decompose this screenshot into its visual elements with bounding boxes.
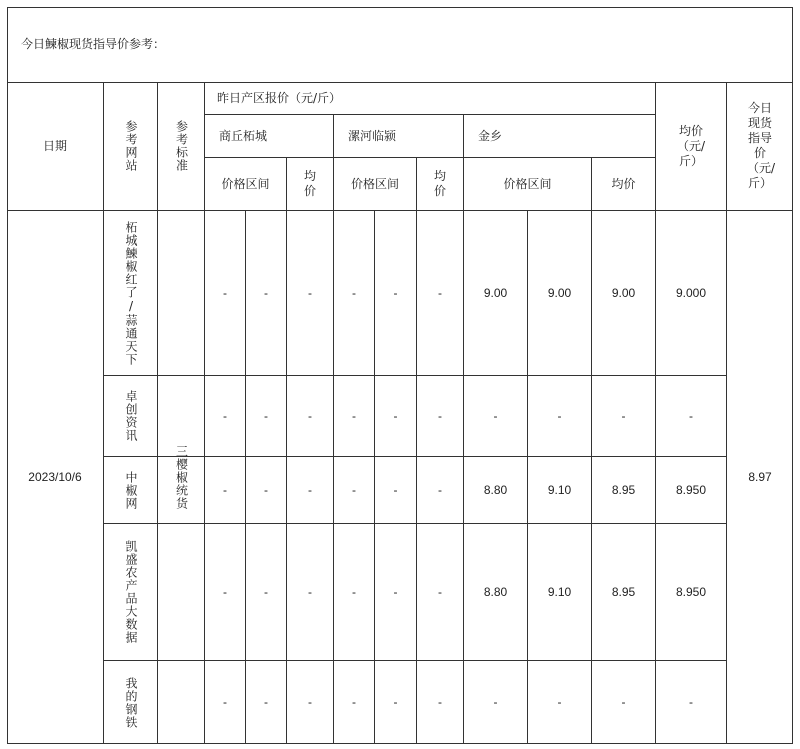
table-cell: - [308, 482, 312, 497]
table-cell: - [689, 695, 693, 709]
table-cell: - [352, 285, 356, 300]
table-cell: 9.00 [547, 285, 572, 300]
table-cell: 9.00 [611, 285, 636, 300]
site-name: 卓创资讯 [124, 390, 138, 442]
table-cell: - [308, 408, 312, 423]
table-cell: - [264, 285, 268, 300]
table-cell: 8.80 [483, 482, 508, 497]
table-cell: - [223, 285, 227, 300]
header-avg: 均价 [433, 169, 446, 198]
table-cell: - [438, 285, 442, 300]
table-cell: - [308, 584, 312, 599]
table-cell: 8.80 [483, 584, 508, 599]
price-table [7, 7, 793, 744]
table-cell: - [352, 695, 356, 709]
table-cell: - [352, 408, 356, 423]
header-price-range: 价格区间 [221, 176, 270, 191]
table-cell: - [493, 695, 498, 709]
table-cell: - [393, 584, 398, 599]
table-cell: - [223, 408, 227, 423]
header-region-luohe: 漯河临颍 [348, 128, 397, 143]
table-cell: - [264, 584, 268, 599]
table-cell: 8.950 [675, 482, 707, 497]
header-avg: 均价 [611, 176, 636, 191]
table-cell: 8.95 [611, 584, 636, 599]
table-cell: - [223, 695, 227, 709]
site-name: 中椒网 [124, 470, 138, 510]
header-ref-standard: 参考标准 [174, 120, 189, 172]
table-cell: - [264, 408, 268, 423]
table-cell: - [493, 408, 498, 423]
table-cell: - [393, 695, 398, 709]
table-cell: 9.000 [675, 285, 707, 300]
table-cell: - [393, 482, 398, 497]
table-cell: - [557, 695, 562, 709]
table-cell: - [438, 482, 442, 497]
table-cell: - [264, 695, 268, 709]
today-price-cell: 8.97 [748, 470, 772, 484]
table-cell: - [393, 408, 398, 423]
table-cell: - [223, 584, 227, 599]
header-avg-unit: 均价（元/斤） [676, 123, 706, 168]
table-cell: - [621, 408, 626, 423]
table-cell: 9.10 [547, 584, 572, 599]
header-region-jinxiang: 金乡 [478, 128, 503, 143]
header-yesterday-quote: 昨日产区报价（元/斤） [217, 90, 342, 105]
table-cell: - [393, 285, 398, 300]
table-cell: - [438, 584, 442, 599]
header-price-range: 价格区间 [503, 176, 552, 191]
table-cell: - [621, 695, 626, 709]
table-cell: - [438, 408, 442, 423]
site-name: 凯盛农产品大数据 [124, 540, 138, 644]
site-name: 柘城鰊椒红了/蒜通天下 [124, 220, 138, 366]
header-avg: 均价 [303, 169, 316, 198]
table-cell: - [689, 408, 693, 423]
table-cell: 9.00 [483, 285, 508, 300]
date-cell: 2023/10/6 [28, 470, 82, 484]
table-cell: - [438, 695, 442, 709]
table-cell: - [352, 584, 356, 599]
table-cell: - [264, 482, 268, 497]
standard-cell: 三樱椒统货 [174, 445, 189, 510]
table-title: 今日鰊椒现货指导价参考： [21, 37, 166, 51]
table-cell: - [308, 285, 312, 300]
table-cell: 9.10 [547, 482, 572, 497]
table-cell: - [223, 482, 227, 497]
table-cell: - [352, 482, 356, 497]
table-cell: - [308, 695, 312, 709]
header-today-guide: 今日现货指导价（元/斤） [747, 101, 776, 190]
header-date: 日期 [42, 138, 67, 153]
header-ref-site: 参考网站 [124, 120, 138, 172]
header-price-range: 价格区间 [351, 176, 400, 191]
table-cell: - [557, 408, 562, 423]
header-region-shangqiu: 商丘柘城 [219, 128, 268, 143]
table-cell: 8.950 [675, 584, 707, 599]
site-name: 我的钢铁 [124, 676, 138, 729]
table-cell: 8.95 [611, 482, 636, 497]
